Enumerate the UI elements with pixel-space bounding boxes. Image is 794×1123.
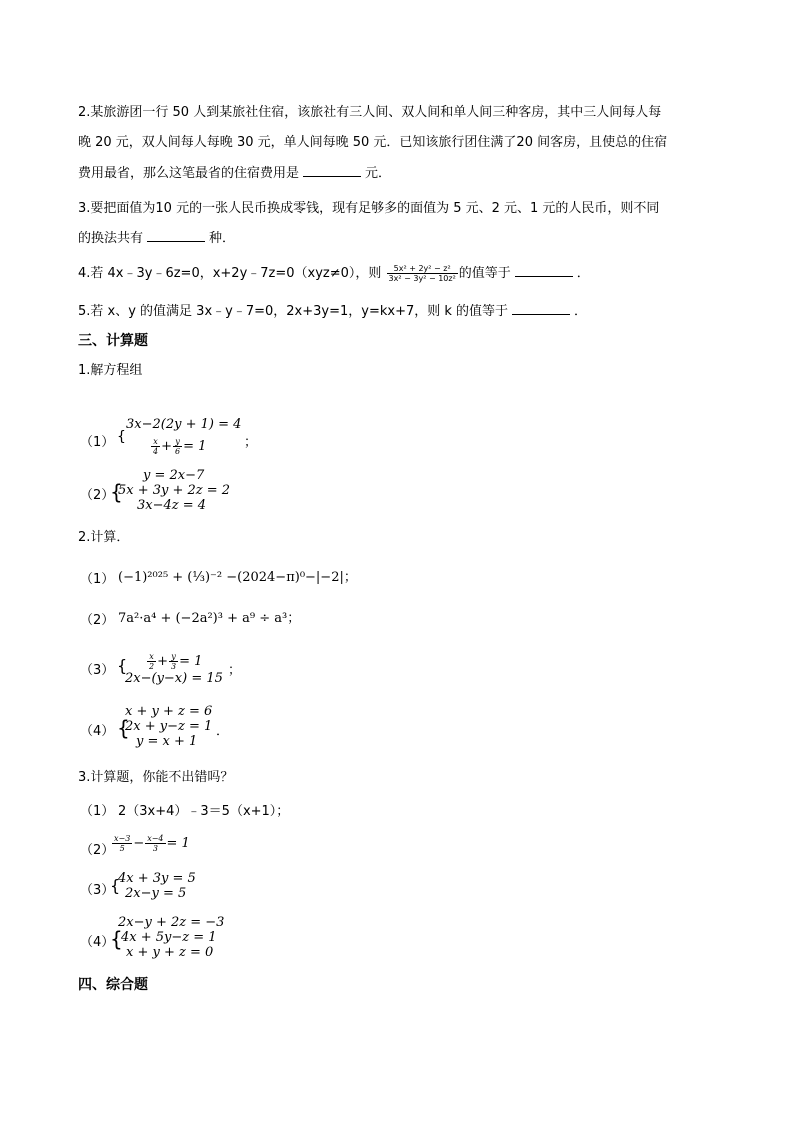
q4-line [78, 264, 590, 283]
q2-line3-end: 元． [365, 166, 392, 181]
s3q2-p3-eq2: 2x−(y−x) = 15 [125, 671, 223, 686]
q5-line [78, 302, 587, 321]
q3-line2-text: 的换法共有 [78, 231, 144, 246]
q4-text: 4.若 4x﹣3y﹣6z=0，x+2y﹣7z=0（xyz≠0），则 [78, 266, 382, 281]
s3q2-p4-eq3: y = x + 1 [136, 734, 198, 749]
s3q3-p2-rest: = 1 [166, 836, 190, 851]
s3q1-p1-eq2-rest: = 1 [183, 439, 207, 454]
s3q3-p4-eq2: 4x + 5y−z = 1 [121, 930, 217, 945]
s3q2-p2-expr: 7a²·a⁴ + (−2a²)³ + a⁹ ÷ a³； [118, 611, 301, 626]
s3q2-p4-end: ． [216, 724, 230, 739]
s3q2-p3-eq1: $\frac{x}{2}$ + $\frac{y}{3}$ = 1 [149, 652, 203, 671]
s3q1-p1-eq1: 3x−2(2y + 1) = 4 [126, 417, 242, 432]
s3q3-p4-eq3: x + y + z = 0 [126, 945, 214, 960]
q5-text: 5.若 x、y 的值满足 3x﹣y﹣7=0，2x+3y=1，y=kx+7，则 k 的值等于 [78, 304, 509, 319]
q3-line2 [78, 229, 235, 248]
s3q1-p2-eq2: 5x + 3y + 2z = 2 [118, 483, 231, 498]
s3q3-p4-label: （4） [80, 935, 115, 950]
s3q2-p4-eq1: x + y + z = 6 [125, 704, 213, 719]
s3q3-title: 3.计算题，你能不出错吗？ [78, 770, 234, 785]
s3q2-p3-label: （3） [80, 663, 115, 678]
s3q1-p2-eq1: y = 2x−7 [143, 468, 205, 483]
section-4-heading: 四、综合题 [78, 977, 148, 993]
s3q2-p1-label: （1） [80, 572, 115, 587]
q2-line3-text: 费用最省，那么这笔最省的住宿费用是 [78, 166, 300, 181]
q2-line1: 2.某旅游团一行 50 人到某旅社住宿，该旅社有三人间、双人间和单人间三种客房，其中三人间每人每 [78, 105, 662, 120]
s3q2-p1-expr: (−1)²⁰²⁵ + (⅓)⁻² −(2024−π)⁰−|−2|； [118, 570, 357, 585]
s3q1-p1-eq2: $\frac{x}{4}$ + $\frac{y}{6}$ = 1 [153, 437, 207, 456]
s3q3-p3-eq1: 4x + 3y = 5 [118, 871, 196, 886]
s3q2-p4-label: （4） [80, 724, 115, 739]
s3q2-p3-brace: { [117, 656, 128, 675]
s3q1-p2-label: （2） [80, 488, 115, 503]
s3q2-p3-frac-y: $\frac{y}{3}$ [171, 652, 177, 671]
s3q3-p2-label: （2） [80, 843, 115, 858]
s3q3-p2-frac2: $\frac{x-4}{3}$ [147, 834, 164, 853]
s3q3-p3-brace: { [110, 876, 121, 895]
s3q3-p3-eq2: 2x−y = 5 [125, 886, 187, 901]
s3q2-p3-eq1-rest: = 1 [179, 654, 203, 669]
s3q3-p2-frac1: $\frac{x-3}{5}$ [114, 834, 131, 853]
s3q3-p4-brace: { [110, 927, 123, 951]
s3q1-title: 1.解方程组 [78, 363, 143, 378]
s3q2-p3-frac-x: $\frac{x}{2}$ [149, 652, 155, 671]
s3q3-p2-expr: $\frac{x-3}{5}$ − $\frac{x-4}{3}$ = 1 [114, 834, 190, 853]
s3q2-p4-brace: { [117, 716, 130, 740]
s3q3-p3-label: （3） [80, 883, 115, 898]
q5-end: ． [574, 304, 588, 319]
s3q1-p2-eq3: 3x−4z = 4 [137, 498, 207, 513]
s3q2-p2-label: （2） [80, 613, 115, 628]
s3q1-p1-label: （1） [80, 435, 115, 450]
s3q2-title: 2.计算． [78, 530, 130, 545]
s3q2-p3-end: ； [228, 663, 242, 678]
s3q3-p1-expr: 2（3x+4）﹣3＝5（x+1）； [118, 804, 290, 819]
q2-line2: 晚 20 元，双人间每人每晚 30 元，单人间每晚 50 元．已知该旅行团住满了20 间客房，且使总的住宿 [78, 135, 668, 150]
q4-fraction-denominator: 3x² − 3y² − 10z² [388, 274, 456, 283]
q3-line2-end: 种． [209, 231, 236, 246]
s3q1-p1-frac-x: $\frac{x}{4}$ [153, 437, 159, 456]
s3q3-p4-eq1: 2x−y + 2z = −3 [118, 915, 225, 930]
q3-line1: 3.要把面值为10 元的一张人民币换成零钱，现有足够多的面值为 5 元、2 元、1 元的人民币，则不同 [78, 201, 660, 216]
s3q1-p1-brace: { [117, 429, 126, 445]
q2-line3 [78, 164, 391, 183]
q4-answer-blank[interactable] [515, 264, 573, 277]
s3q1-p1-end: ； [244, 435, 258, 450]
s3q3-p1-label: （1） [80, 804, 115, 819]
q5-answer-blank[interactable] [512, 302, 570, 315]
s3q1-p1-frac-y: $\frac{y}{6}$ [175, 437, 181, 456]
q2-answer-blank[interactable] [303, 164, 361, 177]
q4-text-post: 的值等于 [458, 266, 511, 281]
q3-answer-blank[interactable] [147, 229, 205, 242]
s3q1-p2-brace: { [110, 480, 123, 504]
q4-fraction-numerator: 5x² + 2y² − z² [387, 264, 458, 274]
s3q2-p4-eq2: 2x + y−z = 1 [125, 719, 213, 734]
section-3-heading: 三、计算题 [78, 333, 148, 349]
q4-end: ． [576, 266, 590, 281]
q4-fraction [387, 264, 458, 283]
